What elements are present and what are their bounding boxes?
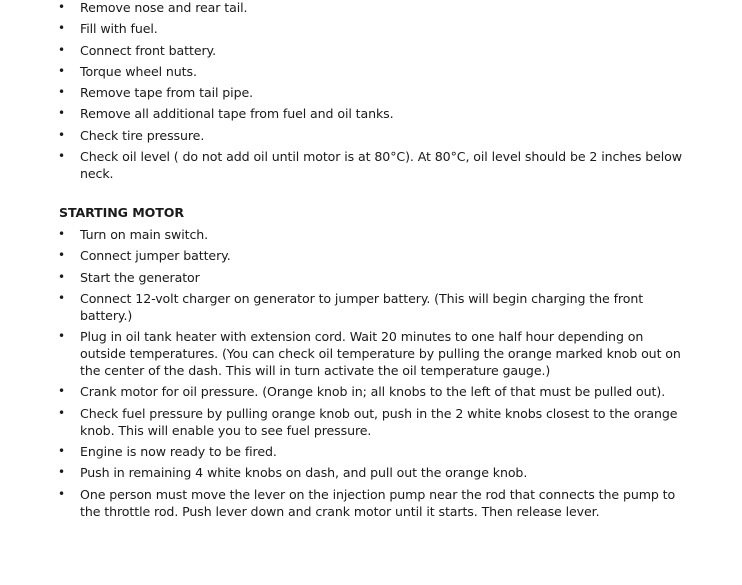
list-item-text: Connect front battery. (80, 42, 217, 58)
bullet-icon: • (58, 329, 65, 344)
list-item-text: Crank motor for oil pressure. (Orange knob in; all knobs to the left of that must be pulled out). (80, 384, 666, 400)
bullet-icon: • (58, 444, 65, 459)
bullet-icon: • (58, 290, 65, 305)
list-item (0, 486, 742, 520)
bullet-icon: • (58, 149, 65, 164)
bullet-icon: • (58, 227, 65, 241)
list-item (0, 226, 742, 243)
bullet-icon: • (58, 42, 65, 57)
list-item-text: Push in remaining 4 white knobs on dash, and pull out the orange knob. (80, 465, 528, 481)
list-item-text: Fill with fuel. (80, 21, 158, 37)
list-item (0, 405, 742, 439)
list-item-text: Remove tape from tail pipe. (80, 85, 254, 101)
list-item-text: One person must move the lever on the injection pump near the rod that connects the pump to the throttle rod. Push lever down and crank motor until it starts. Then release lever. (80, 486, 676, 519)
list-item (0, 42, 742, 59)
list-item-text: Engine is now ready to be fired. (80, 444, 277, 460)
list-item (0, 20, 742, 37)
bullet-icon: • (58, 21, 65, 36)
list-item (0, 0, 742, 16)
list-item (0, 247, 742, 264)
bullet-icon: • (58, 384, 65, 399)
bullet-icon: • (58, 269, 65, 284)
bullet-icon: • (58, 63, 65, 78)
section-heading-starting-motor: STARTING MOTOR (59, 205, 184, 220)
list-item (0, 105, 742, 122)
list-item (0, 127, 742, 144)
list-item-text: Check tire pressure. (80, 127, 205, 143)
list-item-text: Remove all additional tape from fuel and oil tanks. (80, 106, 394, 122)
list-item (0, 328, 742, 379)
bullet-icon: • (58, 465, 65, 480)
list-item (0, 443, 742, 460)
list-item-text: Check fuel pressure by pulling orange knob out, push in the 2 white knobs closest to the orange knob. This will enable you to see fuel pressure. (80, 405, 678, 438)
list-item-text: Check oil level ( do not add oil until motor is at 80°C). At 80°C, oil level should be 2 inches below neck. (80, 149, 682, 182)
list-item-text: Torque wheel nuts. (80, 63, 197, 79)
bullet-icon: • (58, 248, 65, 263)
list-item-text: Start the generator (80, 269, 200, 285)
list-item (0, 383, 742, 400)
list-item-text: Remove nose and rear tail. (80, 0, 248, 15)
starting-motor-checklist (0, 226, 742, 524)
bullet-icon: • (58, 127, 65, 142)
bullet-icon: • (58, 486, 65, 501)
list-item (0, 84, 742, 101)
bullet-icon: • (58, 405, 65, 420)
list-item-text: Plug in oil tank heater with extension cord. Wait 20 minutes to one half hour depending on outside temperatures. (You can check oil temperature by pulling the orange marked knob out on the center of the dash. This will in turn activate the oil temperature gauge.) (80, 329, 681, 379)
list-item (0, 63, 742, 80)
bullet-icon: • (58, 85, 65, 100)
list-item (0, 290, 742, 324)
list-item-text: Connect jumper battery. (80, 248, 231, 264)
list-item (0, 269, 742, 286)
list-item (0, 148, 742, 182)
bullet-icon: • (58, 106, 65, 121)
bullet-icon: • (58, 0, 65, 14)
list-item-text: Connect 12-volt charger on generator to jumper battery. (This will begin charging the front battery.) (80, 290, 644, 323)
list-item (0, 464, 742, 481)
list-item-text: Turn on main switch. (80, 227, 209, 242)
preparation-checklist (0, 0, 742, 186)
